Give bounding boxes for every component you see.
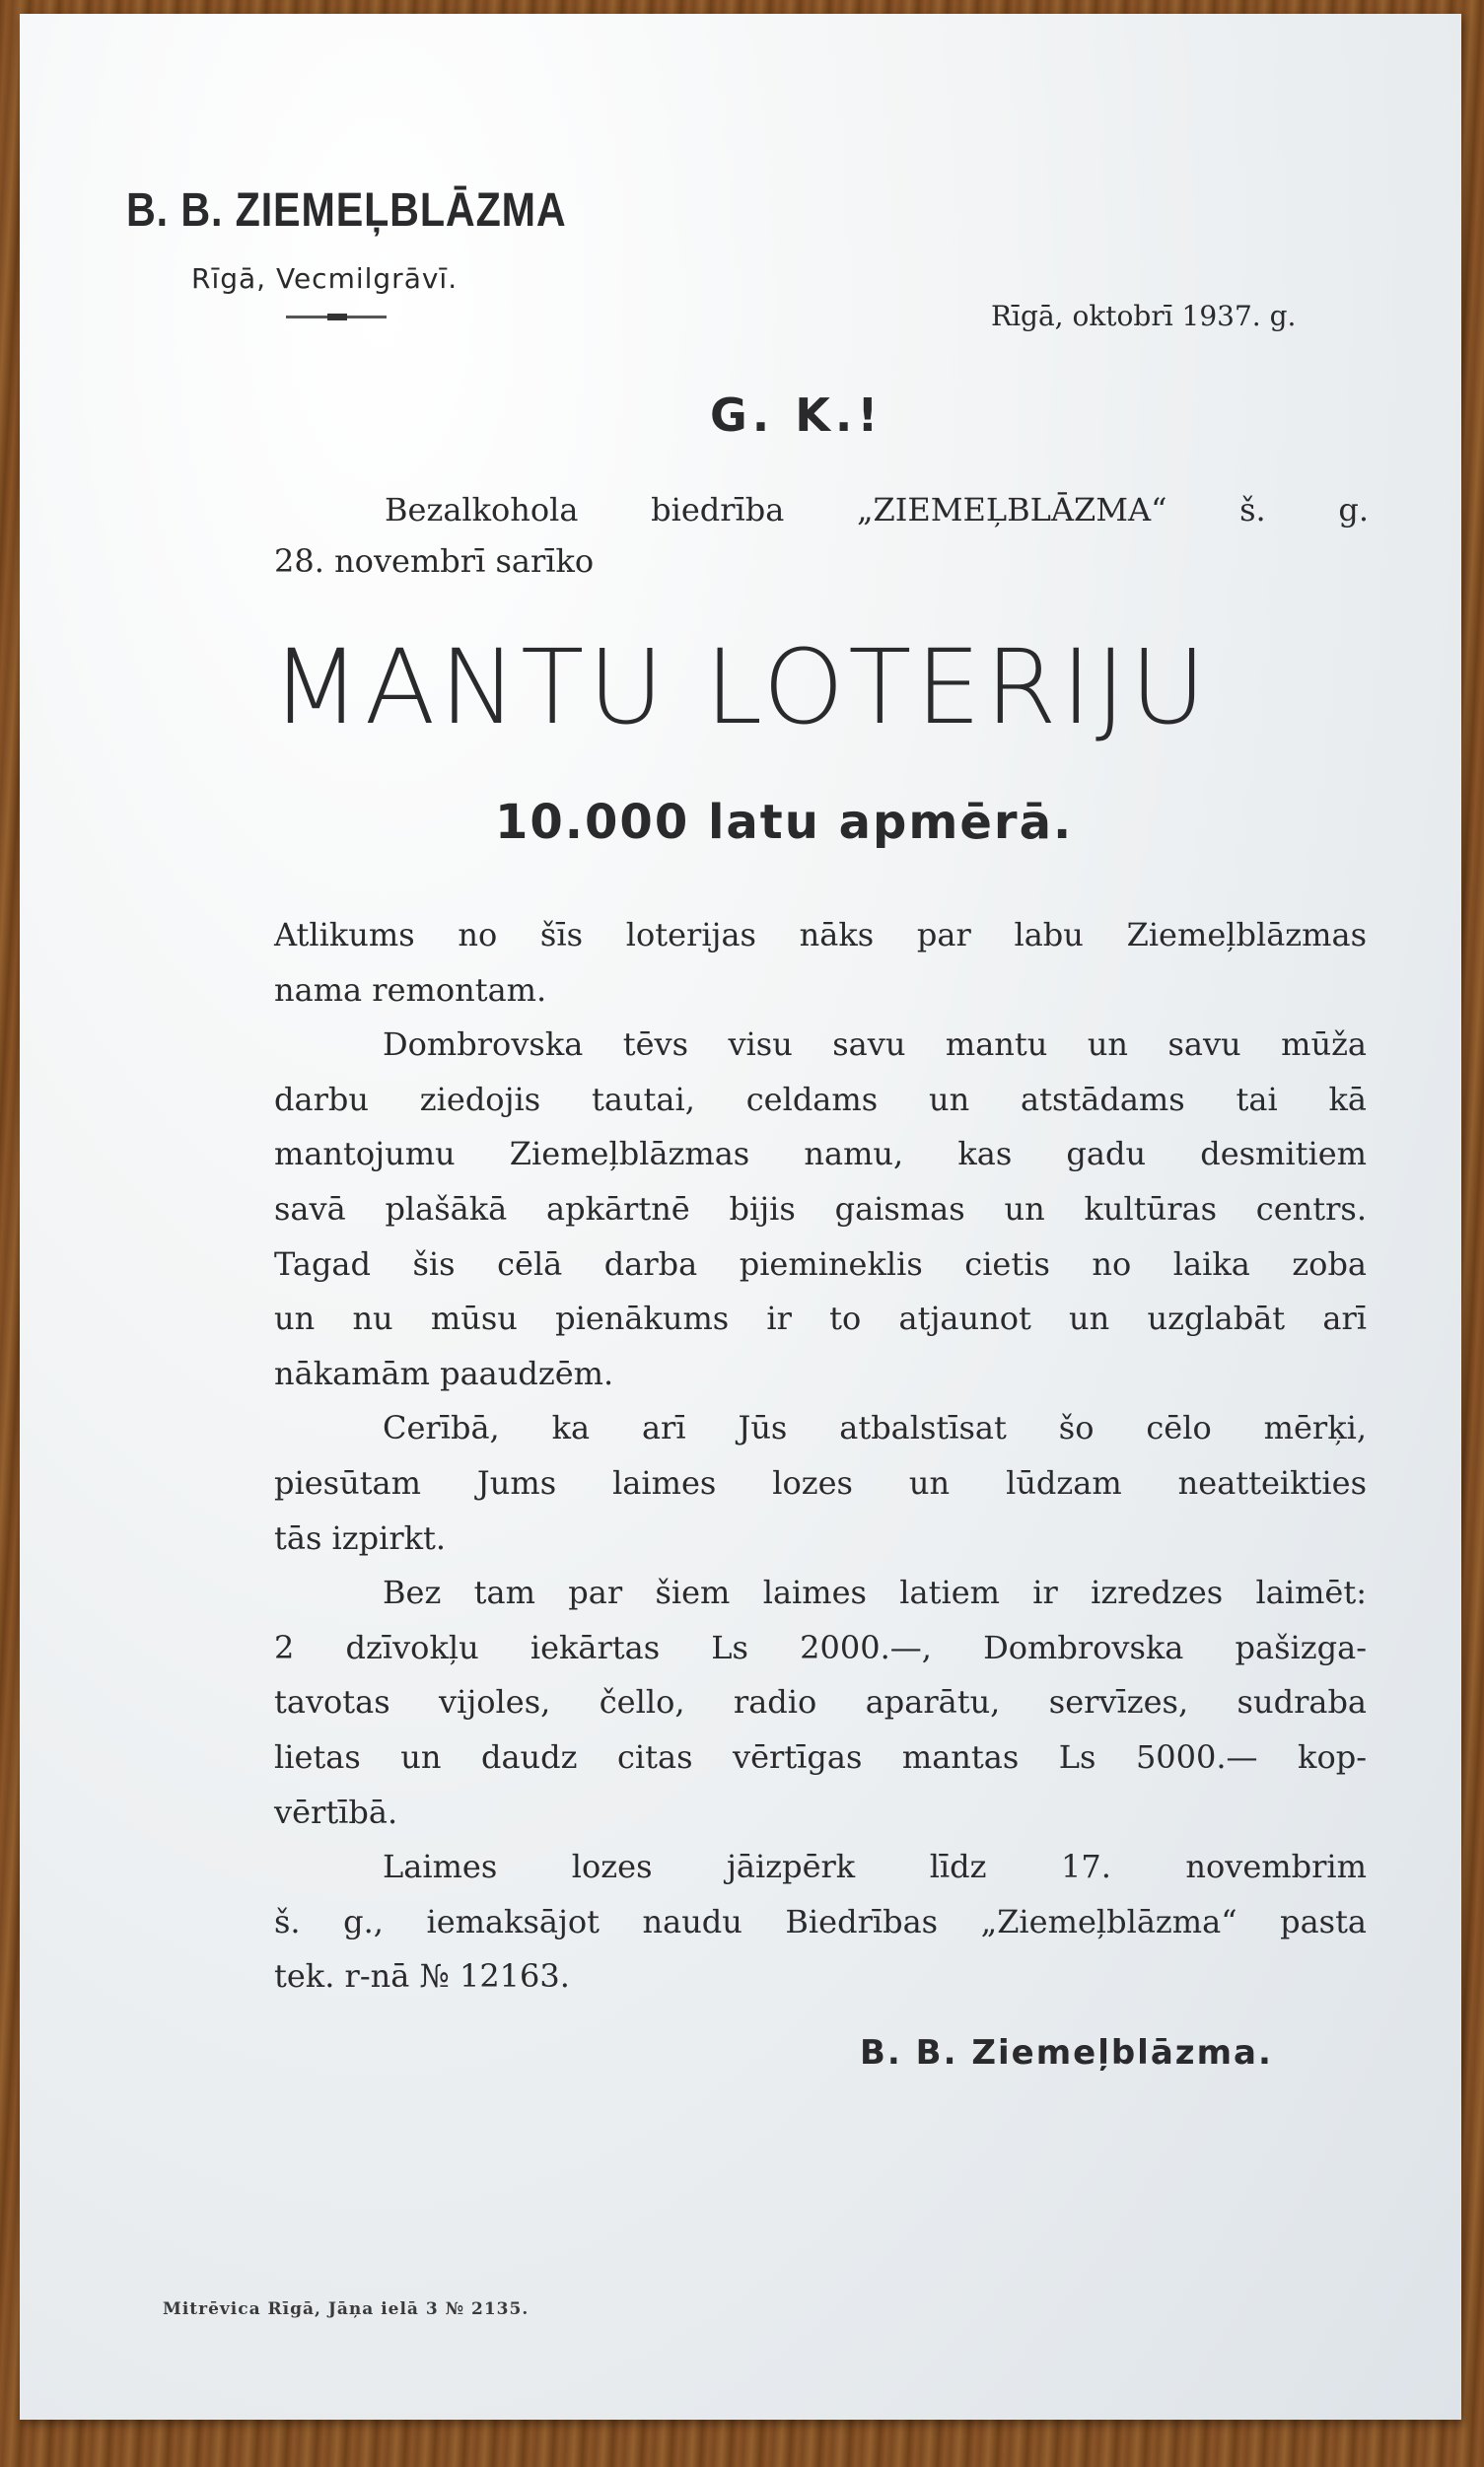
document-date: Rīgā, oktobrī 1937. g. [991,300,1297,332]
organization-location: Rīgā, Vecmilgrāvī. [191,262,459,295]
body-line: Atlikums no šīs loterijas nāks par labu Ziemeļblāzmas [274,916,1367,953]
body-line: Bez tam par šiem laimes latiem ir izredzes laimēt: [383,1574,1367,1612]
body-line: tās izpirkt. [274,1518,447,1557]
body-line: tavotas vijoles, čello, radio aparātu, servīzes, sudraba [274,1683,1367,1722]
body-line: vērtībā. [274,1793,398,1831]
intro-line-1: Bezalkohola biedrība „ZIEMEĻBLĀZMA“ š. g. [385,491,1369,529]
body-line: mantojumu Ziemeļblāzmas namu, kas gadu desmitiem [274,1135,1367,1173]
printer-imprint: Mitrēvica Rīgā, Jāņa ielā 3 № 2135. [163,2299,530,2319]
body-line: lietas un daudz citas vērtīgas mantas Ls 5000.— kop- [274,1737,1367,1776]
intro-line-2: 28. novembrī sarīko [274,542,595,580]
headline: MANTU LOTERIJU [271,627,1210,747]
body-line: 2 dzīvokļu iekārtas Ls 2000.—, Dombrovska pašizga- [274,1628,1367,1666]
ornament-rule [286,316,387,318]
body-line: un nu mūsu pienākums ir to atjaunot un uzglabāt arī [274,1300,1367,1338]
signature: B. B. Ziemeļblāzma. [860,2033,1273,2073]
body-line: Dombrovska tēvs visu savu mantu un savu mūža [383,1025,1367,1064]
salutation: G. K.! [710,388,883,442]
body-line: tek. r-nā № 12163. [274,1957,570,1996]
body-line: Cerībā, ka arī Jūs atbalstīsat šo cēlo mērķi, [383,1409,1367,1447]
body-line: Laimes lozes jāizpērk līdz 17. novembrim [383,1848,1367,1886]
document-page [20,14,1461,2420]
body-line: š. g., iemaksājot naudu Biedrības „Ziemeļblāzma“ pasta [274,1902,1367,1940]
body-line: Tagad šis cēlā darba piemineklis cietis no laika zoba [274,1244,1367,1283]
body-line: nama remontam. [274,970,547,1009]
lottery-amount: 10.000 latu apmērā. [495,795,1074,850]
body-line: darbu ziedojis tautai, celdams un atstādams tai kā [274,1080,1367,1118]
body-line: piesūtam Jums laimes lozes un lūdzam neatteikties [274,1463,1367,1502]
organization-name: B. B. ZIEMEĻBLĀZMA [126,184,567,237]
body-text [274,908,1367,2005]
body-line: nākamām paaudzēm. [274,1354,614,1392]
body-line: savā plašākā apkārtnē bijis gaismas un kultūras centrs. [274,1189,1367,1228]
